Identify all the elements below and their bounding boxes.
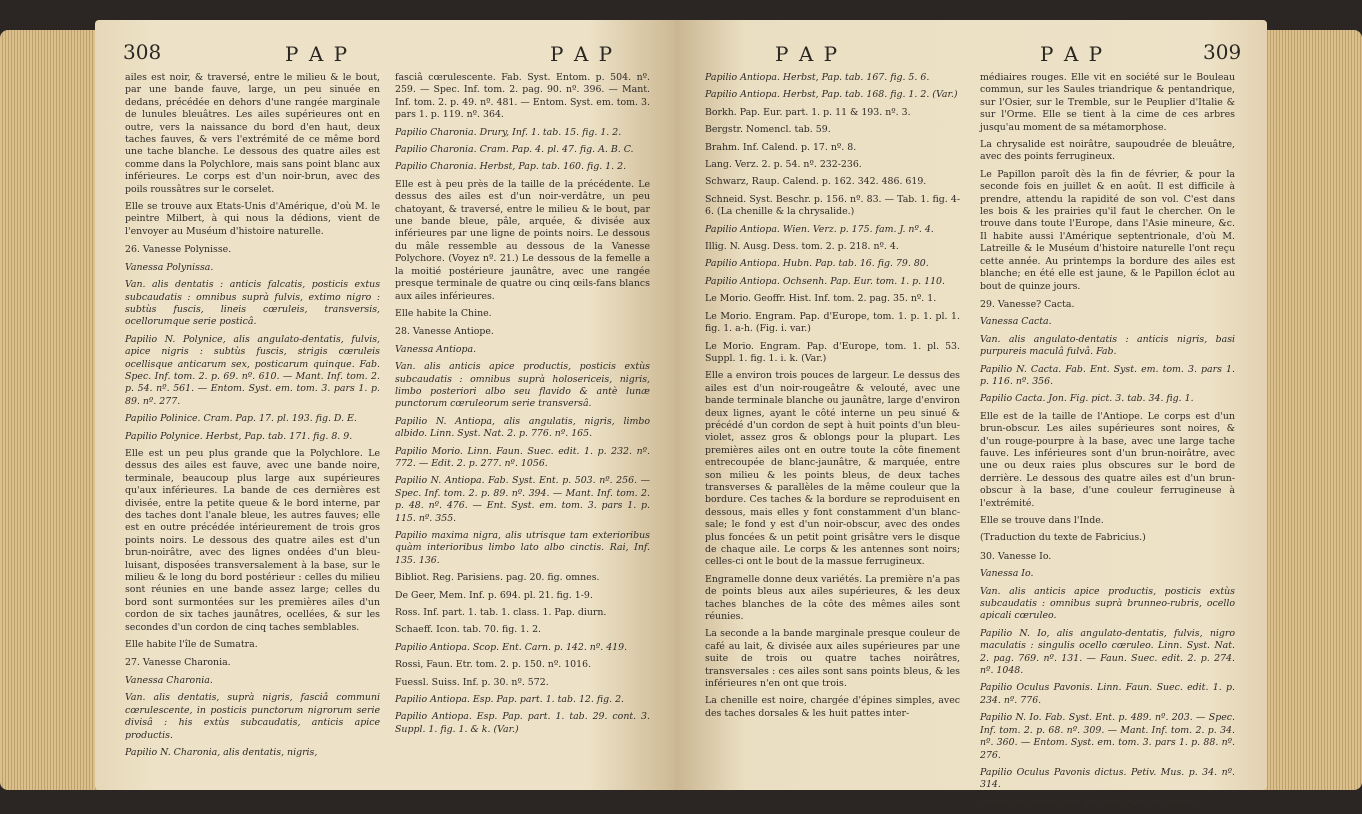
paragraph: Elle est de la taille de l'Antiope. Le corps est d'un brun-obscur. Les ailes supérieures sont noires, & d'un rouge-pourpre à la base, avec une large tache fauve. Les inférieures sont d'un brun-noirâtre, avec une ou deux raies plus obscures sur le bord de derrière. Le dessous des quatre ailes est d'un brun-obscur à la base, d'une couleur ferrugineuse à l'extrémité. — [980, 410, 1235, 509]
paragraph: Papilio Oculus Pavonis dictus. Petiv. Mus. p. 34. nº. 314. — [980, 766, 1235, 791]
paragraph: Le Morio. Engram. Pap. d'Europe, tom. 1. pl. 53. Suppl. 1. fig. 1. i. k. (Var.) — [705, 340, 960, 364]
paragraph: 27. Vanesse Charonia. — [125, 657, 231, 669]
paragraph: ailes est noir, & traversé, entre le milieu & le bout, par une bande fauve, large, un peu sinuée en dedans, précédée en dehors d'une rangée marginale de lunules bleuâtres. Les ailes supérieures ont en outre, vers la naissance du bord d'en haut, deux taches fauves, & vers l'extrémité de ce même bord une tache blanche. Le dessous des quatre ailes est comme dans la Polychlore, mais sans point blanc aux inférieures. Le corps est d'un noir-brun, avec des poils roussâtres sur le corselet. — [125, 72, 380, 195]
left-column-2 — [395, 72, 650, 741]
paragraph: Bibliot. Reg. Parisiens. pag. 20. fig. omnes. — [395, 572, 600, 584]
paragraph: Papilio N. Antiopa. Fab. Syst. Ent. p. 503. nº. 256. — Spec. Inf. tom. 2. p. 89. nº. 394. — Mant. Inf. tom. 2. p. 48. nº. 476. — Ent. Syst. em. tom. 3. pars 1. p. 115. nº. 355. — [395, 475, 650, 524]
paragraph: Ross. Inf. part. 1. tab. 1. class. 1. Pap. diurn. — [395, 607, 607, 619]
paragraph: Schwarz, Raup. Calend. p. 162. 342. 486. 619. — [705, 176, 927, 188]
paragraph: Fuessl. Suiss. Inf. p. 30. nº. 572. — [395, 676, 549, 688]
open-book — [95, 0, 1267, 808]
paragraph: 26. Vanesse Polynisse. — [125, 244, 232, 256]
paragraph: Papilio elegantissima ad urticariam accedens, — [980, 796, 1199, 808]
paragraph: Le Papillon paroît dès la fin de février, & pour la seconde fois en juillet & en août. Il est difficile à prendre, attendu la rapidité de son vol. C'est dans les bois & les prairies qu'il faut le chercher. On le trouve dans toute l'Europe, dans l'Asie mineure, &c. Il habite aussi l'Amérique septentrionale, d'où M. Latreille & le Muséum d'histoire naturelle l'ont reçu cette année. Au printemps la bordure des ailes est blanche; en été elle est jaune, & le Papillon éclot au bout de quinze jours. — [980, 168, 1235, 292]
paragraph: Elle est à peu près de la taille de la précédente. Le dessus des ailes est d'un noir-verdâtre, un peu chatoyant, & traversé, entre le milieu & le bout, par une bande bleue, pâle, arquée, & divisée aux inférieures par une ligne de points noirs. Le dessous du mâle ressemble au dessous de la Vanesse Polychore. (Voyez nº. 21.) Le dessous de la femelle a la moitié postérieure jaunâtre, avec une rangée presque terminale de quatre ou cinq œils-fans blancs aux ailes inférieures. — [395, 178, 650, 302]
paragraph: La seconde a la bande marginale presque couleur de café au lait, & divisée aux ailes supérieures par une suite de trois ou quatre taches noirâtres, transversales : ces ailes sont sans points bleus, & les inférieures n'en ont que trois. — [705, 628, 960, 690]
paragraph: Le Morio. Geoffr. Hist. Inf. tom. 2. pag. 35. nº. 1. — [705, 293, 937, 305]
paragraph: Papilio Charonia. Cram. Pap. 4. pl. 47. fig. A. B. C. — [395, 144, 634, 156]
paragraph: Papilio Antiopa. Herbst, Pap. tab. 167. fig. 5. 6. — [705, 72, 930, 83]
paragraph: Papilio N. Io. Fab. Syst. Ent. p. 489. nº. 203. — Spec. Inf. tom. 2. p. 68. nº. 309. — Mant. Inf. tom. 2. p. 34. nº. 360. — Entom. Syst. em. tom. 3. pars 1. p. 88. nº. 276. — [980, 712, 1235, 761]
paragraph: médiaires rouges. Elle vit en société sur le Bouleau commun, sur les Saules triandrique & pentandrique, sur l'Osier, sur le Tremble, sur le Peuplier d'Italie & sur l'Orme. Elle se tient à la cime de ces arbres jusqu'au moment de sa métamorphose. — [980, 72, 1235, 133]
paragraph: Papilio Polinice. Cram. Pap. 17. pl. 193. fig. D. E. — [125, 413, 357, 425]
paragraph: Papilio Antiopa. Herbst, Pap. tab. 168. fig. 1. 2. (Var.) — [705, 89, 958, 101]
paragraph: Vanessa Cacta. — [980, 316, 1052, 328]
left-running-head-1: P A P — [285, 42, 350, 66]
paragraph: Elle habite l'île de Sumatra. — [125, 639, 258, 651]
paragraph: 28. Vanesse Antiope. — [395, 326, 494, 338]
paragraph: Engramelle donne deux variétés. La première n'a pas de points bleus aux ailes supérieures, & les deux taches blanches de la côte des mêmes ailes sont réunies. — [705, 573, 960, 623]
paragraph: La chenille est noire, chargée d'épines simples, avec des taches dorsales & les huit pattes inter- — [705, 695, 960, 719]
paragraph: Elle a environ trois pouces de largeur. Le dessus des ailes est d'un noir-rougeâtre & velouté, avec une bande terminale blanche ou jaunâtre, large d'environ deux lignes, ayant le côté interne un peu sinué & précédé d'un cordon de sept à huit points d'un bleu-violet, assez gros & oblongs pour la plupart. Les premières ailes ont en outre toute la côte finement entrecoupée de blanc-jaunâtre, & marquée, entre son milieu & les points bleus, de deux taches transverses & parallèles de la même couleur que la bordure. Ces taches & la bordure se reproduisent en dessous, mais elles y font constamment d'un blanc-sale; le fond y est d'un noir-obscur, avec des ondes plus foncées & un petit point grisâtre vers le disque de chaque aile. Le corps & les antennes sont noirs; celles-ci ont le bout de la massue ferrugineux. — [705, 370, 960, 568]
paragraph: Van. alis anticis apice productis, posticis extùs subcaudatis : omnibus suprà holosericeis, nigris, limbo posteriori albo seu flavido & antè lunæ punctorum cœruleorum serie transversâ. — [395, 361, 650, 410]
paragraph: La chrysalide est noirâtre, saupoudrée de bleuâtre, avec des points ferrugineux. — [980, 139, 1235, 163]
paragraph: Illig. N. Ausg. Dess. tom. 2. p. 218. nº. 4. — [705, 241, 899, 253]
paragraph: Schneid. Syst. Beschr. p. 156. nº. 83. — Tab. 1. fig. 4-6. (La chenille & la chrysalide.) — [705, 193, 960, 218]
right-page — [675, 20, 1267, 808]
paragraph: Papilio Antiopa. Esp. Pap. part. 1. tab. 29. cont. 3. Suppl. 1. fig. 1. & k. (Var.) — [395, 711, 650, 735]
paragraph: Vanessa Charonia. — [125, 674, 213, 686]
paragraph: Schaeff. Icon. tab. 70. fig. 1. 2. — [395, 624, 542, 636]
paragraph: Vanessa Polynissa. — [125, 261, 214, 273]
paragraph: Elle se trouve aux Etats-Unis d'Amérique, d'où M. le peintre Milbert, à qui nous la dédions, vient de l'envoyer au Muséum d'histoire naturelle. — [125, 201, 380, 237]
paragraph: Papilio N. Charonia, alis dentatis, nigris, — [125, 746, 318, 758]
paragraph: Lang. Verz. 2. p. 54. nº. 232-236. — [705, 159, 862, 171]
paragraph: Van. alis dentatis : anticis falcatis, posticis extus subcaudatis : omnibus suprà fulvis, extimo nigro : subtùs fuscis, lineis cœruleis, transversis, ocellorumque serie posticâ. — [125, 279, 380, 328]
paragraph: Bergstr. Nomencl. tab. 59. — [705, 124, 831, 136]
paragraph: Papilio Oculus Pavonis. Linn. Faun. Suec. edit. 1. p. 234. nº. 776. — [980, 682, 1235, 706]
paragraph: Brahm. Inf. Calend. p. 17. nº. 8. — [705, 141, 857, 153]
paragraph: Papilio Polynice. Herbst, Pap. tab. 171. fig. 8. 9. — [125, 430, 353, 442]
right-running-head-2: P A P — [1040, 42, 1105, 66]
paragraph: Papilio N. Cacta. Fab. Ent. Syst. em. tom. 3. pars 1. p. 116. nº. 356. — [980, 363, 1235, 387]
right-column-1 — [705, 72, 960, 725]
paragraph: Elle habite la Chine. — [395, 307, 492, 319]
paragraph: Elle se trouve dans l'Inde. — [980, 515, 1104, 526]
paragraph: Papilio Cacta. Jon. Fig. pict. 3. tab. 34. fig. 1. — [980, 393, 1194, 405]
paragraph: Papilio Antiopa. Esp. Pap. part. 1. tab. 12. fig. 2. — [395, 694, 625, 706]
paragraph: Van. alis anticis apice productis, posticis extùs subcaudatis : omnibus suprà brunneo-rubris, ocello apicali cœruleo. — [980, 585, 1235, 622]
paragraph: Papilio N. Antiopa, alis angulatis, nigris, limbo albido. Linn. Syst. Nat. 2. p. 776. nº. 165. — [395, 415, 650, 440]
paragraph: Van. alis dentatis, suprà nigris, fasciâ communi cœrulescente, in posticis punctorum nigrorum serie divisâ : his extùs subcaudatis, anticis apice productis. — [125, 692, 380, 741]
paragraph: 29. Vanesse? Cacta. — [980, 298, 1075, 310]
paragraph: (Traduction du texte de Fabricius.) — [980, 532, 1146, 544]
paragraph: Papilio Charonia. Herbst, Pap. tab. 160. fig. 1. 2. — [395, 161, 627, 173]
paragraph: Rossi, Faun. Etr. tom. 2. p. 150. nº. 1016. — [395, 659, 592, 671]
paragraph: 30. Vanesse Io. — [980, 550, 1052, 562]
paragraph: Vanessa Antiopa. — [395, 343, 477, 355]
paragraph: Papilio Charonia. Drury, Inf. 1. tab. 15. fig. 1. 2. — [395, 126, 622, 138]
paragraph: Papilio Morio. Linn. Faun. Suec. edit. 1. p. 232. nº. 772. — Edit. 2. p. 277. nº. 1056. — [395, 445, 650, 469]
paragraph: Papilio maxima nigra, alis utrisque tam exterioribus quàm interioribus limbo lato albo cinctis. Rai, Inf. 135. 136. — [395, 530, 650, 566]
paragraph: Vanessa Io. — [980, 568, 1034, 580]
left-page-number: 308 — [123, 40, 162, 64]
paragraph: Le Morio. Engram. Pap. d'Europe, tom. 1. p. 1. pl. 1. fig. 1. a-h. (Fig. i. var.) — [705, 310, 960, 335]
right-running-head-1: P A P — [775, 42, 840, 66]
paragraph: Papilio Antiopa. Scop. Ent. Carn. p. 142. nº. 419. — [395, 641, 628, 653]
paragraph: Van. alis angulato-dentatis : anticis nigris, basi purpureis maculâ fulvâ. Fab. — [980, 333, 1235, 358]
left-running-head-2: P A P — [550, 42, 615, 66]
paragraph: Papilio Antiopa. Ochsenh. Pap. Eur. tom. 1. p. 110. — [705, 275, 945, 287]
paragraph: Papilio N. Polynice, alis angulato-dentatis, fulvis, apice nigris : subtùs fuscis, strigis cœruleis ocellisque anticarum sex, posticarum quinque. Fab. Spec. Inf. tom. 2. p. 69. nº. 610. — Mant. Inf. tom. 2. p. 54. nº. 561. — Entom. Syst. em. tom. 3. pars 1. p. 89. nº. 277. — [125, 333, 380, 407]
right-column-2 — [980, 72, 1235, 814]
paragraph: De Geer, Mem. Inf. p. 694. pl. 21. fig. 1-9. — [395, 589, 593, 601]
left-column-1 — [125, 72, 380, 764]
paragraph: Papilio Antiopa. Hubn. Pap. tab. 16. fig. 79. 80. — [705, 258, 929, 270]
left-page — [95, 20, 675, 790]
paragraph: Papilio N. Io, alis angulato-dentatis, fulvis, nigro maculatis : singulis ocello cœruleo. Linn. Syst. Nat. 2. pag. 769. nº. 131. — Faun. Suec. edit. 2. p. 274. nº. 1048. — [980, 627, 1235, 677]
paragraph: fasciâ cœrulescente. Fab. Syst. Entom. p. 504. nº. 259. — Spec. Inf. tom. 2. pag. 90. nº. 396. — Mant. Inf. tom. 2. p. 49. nº. 481. — Entom. Syst. em. tom. 3. pars 1. p. 119. nº. 364. — [395, 72, 650, 121]
paragraph: Borkh. Pap. Eur. part. 1. p. 11 & 193. nº. 3. — [705, 106, 911, 118]
paragraph: Elle est un peu plus grande que la Polychlore. Le dessus des ailes est fauve, avec une bande noire, terminale, beaucoup plus large aux supérieures qu'aux inférieures. La bande de ces dernières est divisée, entre la petite queue & le bord interne, par des taches dont l'anale bleue, les autres fauves; elle est en outre précédée intérieurement de trois gros points noirs. Le dessous des quatre ailes est d'un brun-noirâtre, avec des lignes ondées d'un bleu-luisant, disposées transversalement à la base, sur le milieu & le long du bord postérieur : celles du milieu sont réunies en une bande assez large; celles du bord sont surmontées sur les premières ailes d'un cordon de six taches jaunâtres, ocellées, & sur les secondes d'un cordon de cinq taches semblables. — [125, 447, 380, 633]
paragraph: Papilio Antiopa. Wien. Verz. p. 175. fam. J. nº. 4. — [705, 223, 934, 235]
right-page-number: 309 — [1203, 40, 1242, 64]
